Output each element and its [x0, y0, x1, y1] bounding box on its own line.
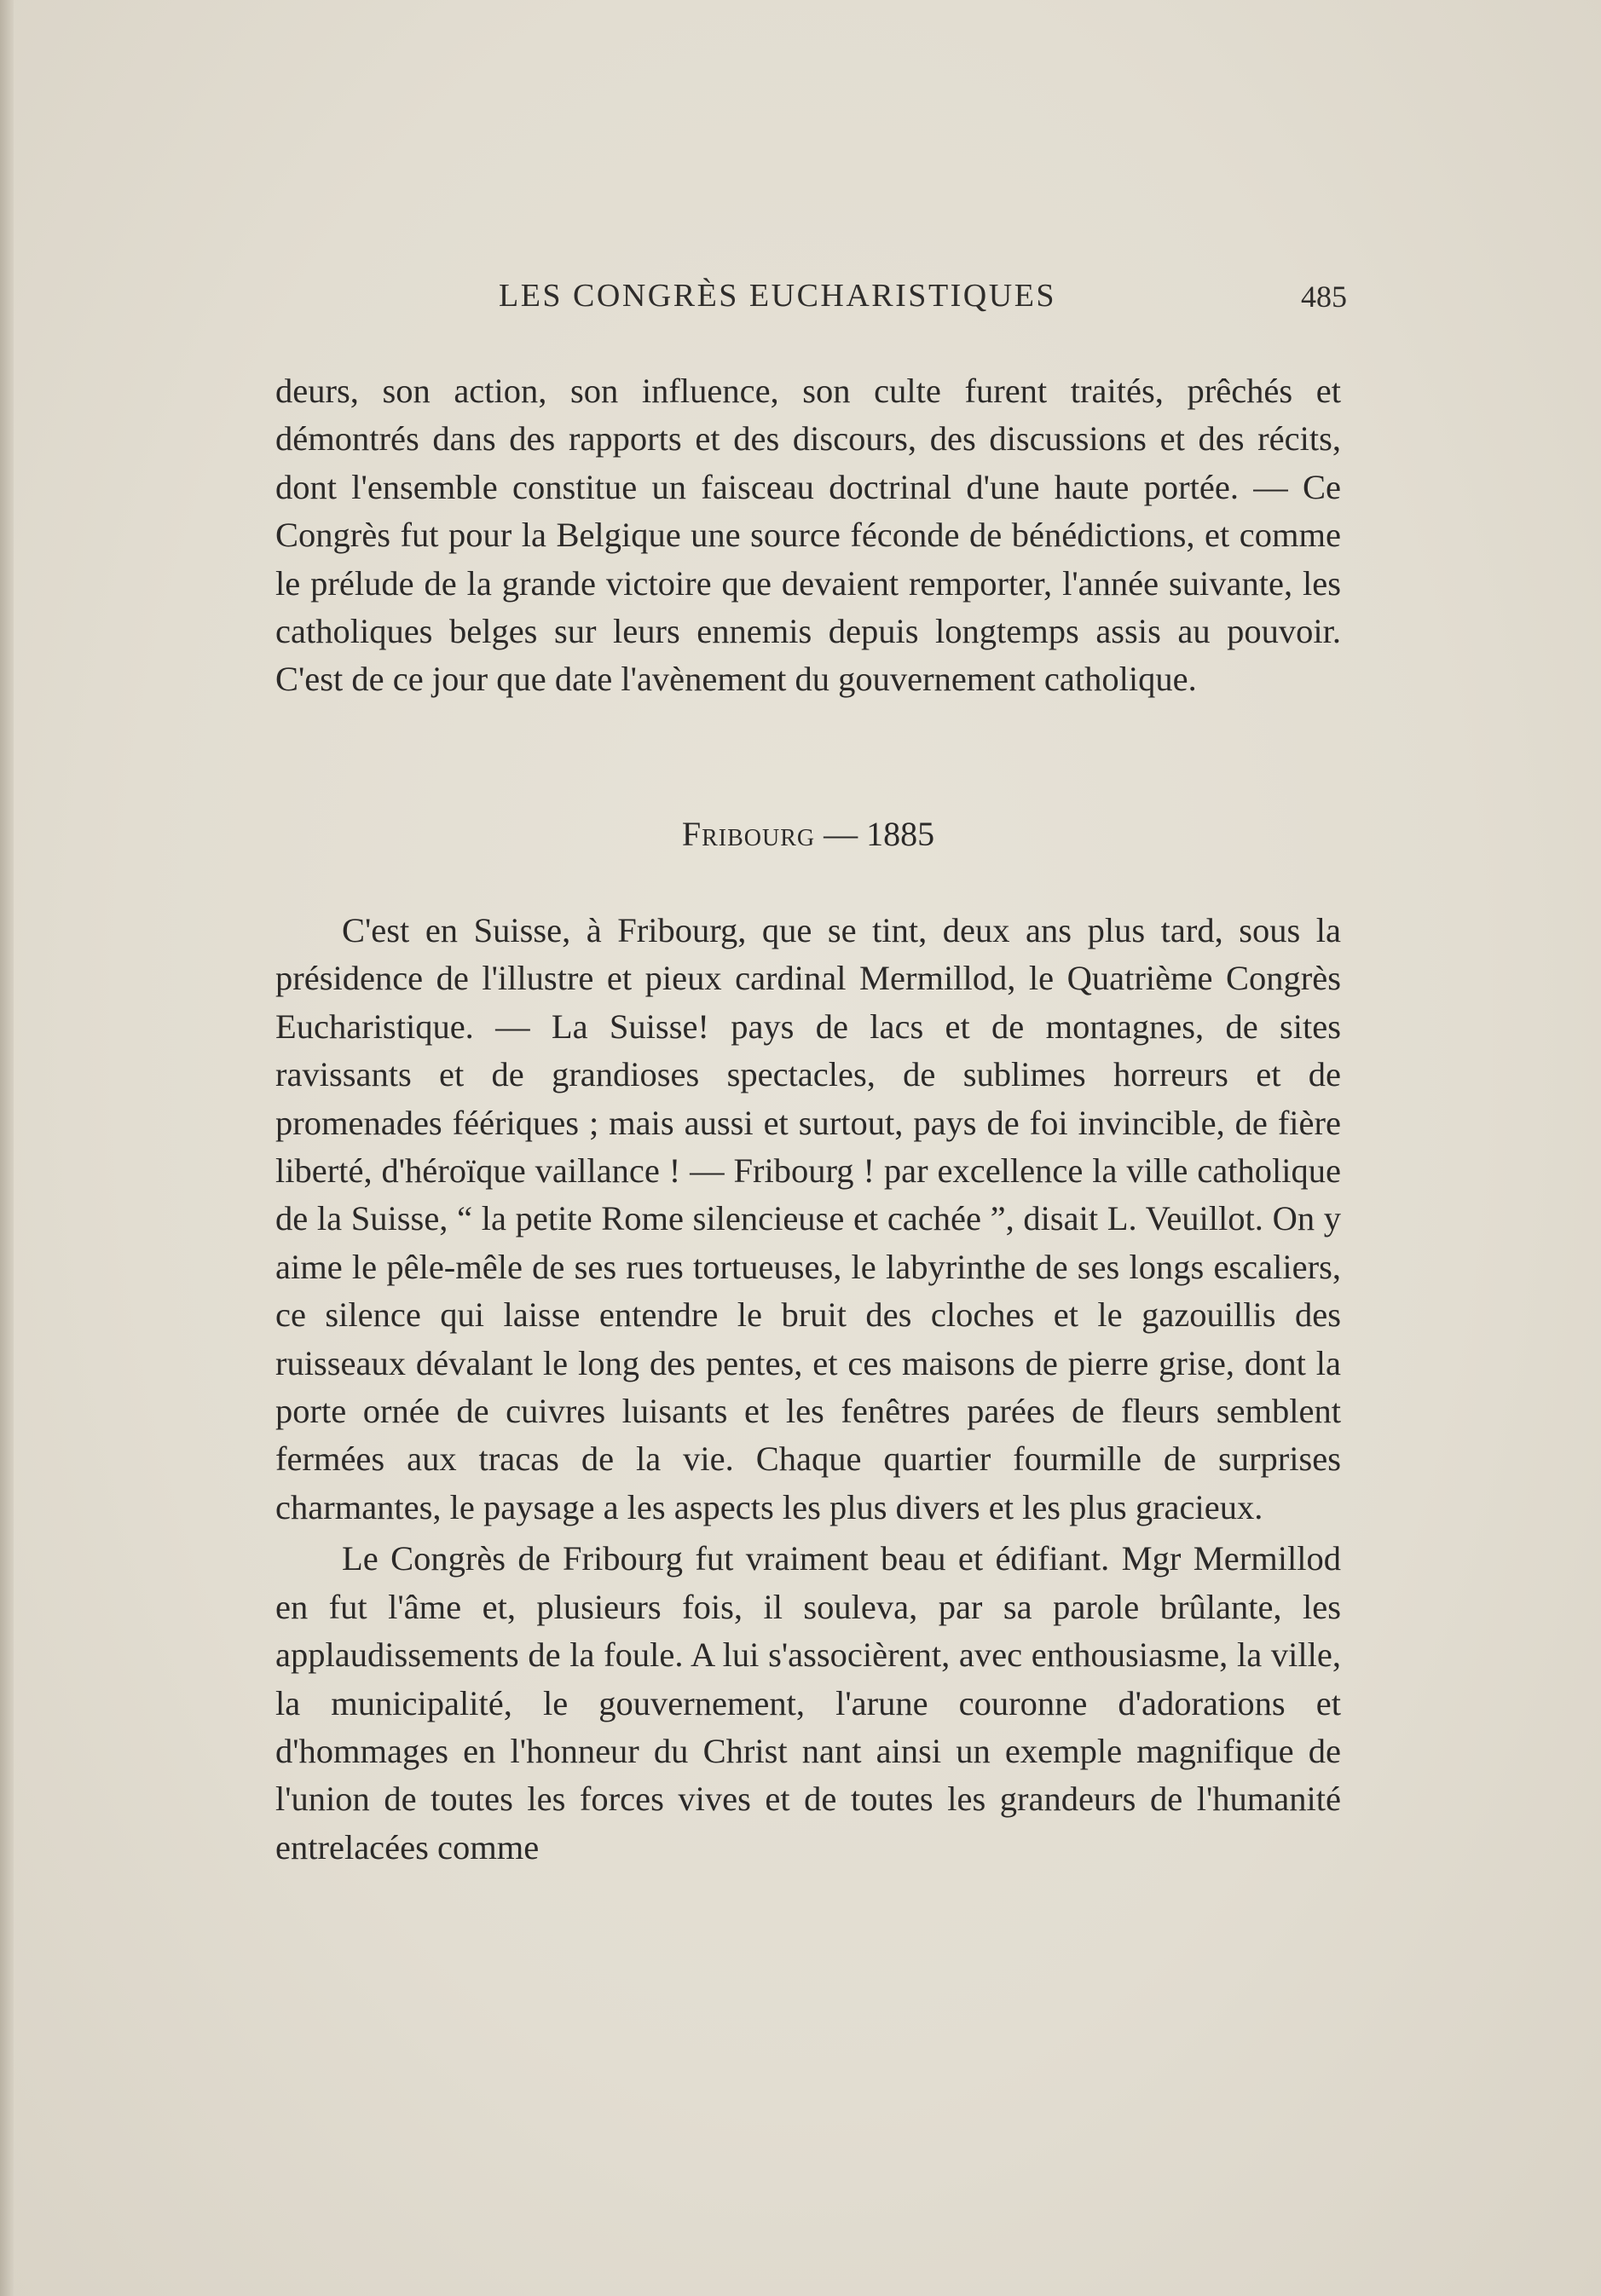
continuation-paragraph: deurs, son action, son influence, son culte furent traités, prêchés et démontrés dans des rapports et des discours, des discussions et des récits, dont l'ensemble constitue un faisceau doctrinal d'une haute portée. — Ce Congrès fut pour la Belgique une source féconde de bénédictions, et comme le prélude de la grande victoire que devaient remporter, l'année suivante, les catholiques belges sur leurs ennemis depuis longtemps assis au pouvoir. C'est de ce jour que date l'avènement du gouvernement catholique. [275, 372, 1341, 699]
body-paragraph: C'est en Suisse, à Fribourg, que se tint, deux ans plus tard, sous la présidence de l'illustre et pieux cardinal Mermillod, le Quatrième Congrès Eucharistique. — La Suisse! pays de lacs et de montagnes, de sites ravissants et de grandioses spectacles, de sublimes horreurs et de promenades féériques ; mais aussi et surtout, pays de foi invincible, de fière liberté, d'héroïque vaillance ! — Fribourg ! par excellence la ville catholique de la Suisse, “ la petite Rome silencieuse et cachée ”, disait L. Veuillot. On y aime le pêle-mêle de ses rues tortueuses, le labyrinthe de ses longs escaliers, ce silence qui laisse entendre le bruit des cloches et le gazouillis des ruisseaux dévalant le long des pentes, et ces maisons de pierre grise, dont la porte ornée de cuivres luisants et les fenêtres parées de fleurs semblent fermées aux tracas de la vie. Chaque quartier fourmille de surprises charmantes, le paysage a les aspects les plus divers et les plus gracieux. [275, 911, 1341, 1526]
section-heading-separator: — [824, 815, 858, 853]
page-number: 485 [1301, 280, 1347, 314]
continuation-text [275, 367, 1341, 704]
section-heading [275, 814, 1341, 854]
page-binding-edge [0, 0, 14, 2296]
running-title: LES CONGRÈS EUCHARISTIQUES [499, 278, 1057, 314]
body-paragraph: Le Congrès de Fribourg fut vraiment beau et édifiant. Mgr Mermillod en fut l'âme et, plusieurs fois, il souleva, par sa parole brûlante, les applaudissements de la foule. A lui s'associèrent, avec enthousiasme, la ville, la municipalité, le gouvernement, l'arune couronne d'adorations et d'hommages en l'honneur du Christ nant ainsi un exemple magnifique de l'union de toutes les forces vives et de toutes les grandeurs de l'humanité entrelacées comme [275, 1539, 1341, 1866]
running-header [499, 277, 1347, 320]
section-heading-name: Fribourg [681, 815, 816, 853]
section-body [275, 907, 1341, 1872]
section-heading-year: 1885 [866, 815, 935, 853]
